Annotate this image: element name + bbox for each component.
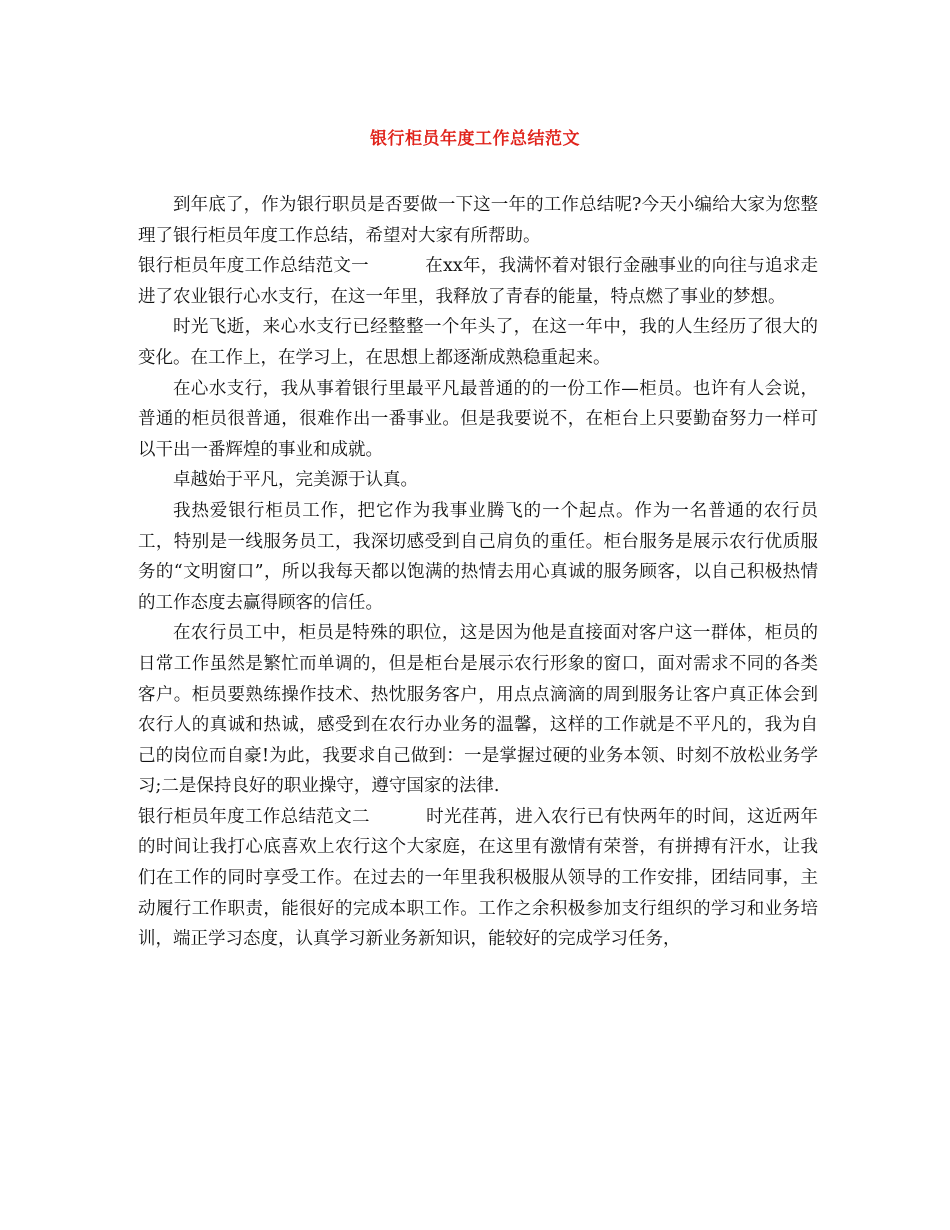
paragraph-intro: 到年底了，作为银行职员是否要做一下这一年的工作总结呢?今天小编给大家为您整理了银行柜员年度工作总结，希望对大家有所帮助。	[138, 195, 818, 246]
paragraph-special-position: 在农行员工中，柜员是特殊的职位，这是因为他是直接面对客户这一群体，柜员的日常工作虽然是繁忙而单调的，但是柜台是展示农行形象的窗口，面对需求不同的各类客户。柜员要熟练操作技术、热忱服务客户，用点点滴滴的周到服务让客户真正体会到农行人的真诚和热诚，感受到在农行办业务的温馨，这样的工作就是不平凡的，我为自己的岗位而自豪!为此，我要求自己做到：一是掌握过硬的业务本领、时刻不放松业务学习;二是保持良好的职业操守，遵守国家的法律.	[138, 623, 818, 797]
paragraph-section-one	[138, 251, 818, 312]
paragraph-motto: 卓越始于平凡，完美源于认真。	[173, 470, 418, 491]
document-body	[138, 190, 818, 955]
paragraph-section-two	[138, 802, 818, 955]
section-two-text: 时光荏苒，进入农行已有快两年的时间，这近两年的时间让我打心底喜欢上农行这个大家庭，在这里有激情有荣誉，有拼搏有汗水，让我们在工作的同时享受工作。在过去的一年里我积极服从领导的工作安排，团结同事，主动履行工作职责，能很好的完成本职工作。工作之余积极参加支行组织的学习和业务培训，端正学习态度，认真学习新业务新知识，能较好的完成学习任务，	[138, 806, 819, 950]
paragraph-love-work: 我热爱银行柜员工作，把它作为我事业腾飞的一个起点。作为一名普通的农行员工，特别是一线服务员工，我深切感受到自己肩负的重任。柜台服务是展示农行优质服务的“文明窗口”，所以我每天都以饱满的热情去用心真诚的服务顾客，以自己积极热情的工作态度去赢得顾客的信任。	[138, 500, 818, 613]
section-one-text: 在xx年，我满怀着对银行金融事业的向往与追求走进了农业银行心水支行，在这一年里，我释放了青春的能量，特点燃了事业的梦想。	[138, 256, 818, 307]
paragraph-teller-work: 在心水支行，我从事着银行里最平凡最普通的的一份工作—柜员。也许有人会说，普通的柜员很普通，很难作出一番事业。但是我要说不，在柜台上只要勤奋努力一样可以干出一番辉煌的事业和成就。	[138, 378, 818, 460]
section-one-heading: 银行柜员年度工作总结范文一	[138, 256, 369, 277]
paragraph-time-flies: 时光飞逝，来心水支行已经整整一个年头了，在这一年中，我的人生经历了很大的变化。在工作上，在学习上，在思想上都逐渐成熟稳重起来。	[138, 317, 818, 368]
document-title: 银行柜员年度工作总结范文	[370, 129, 580, 149]
section-two-heading: 银行柜员年度工作总结范文二	[138, 806, 370, 827]
